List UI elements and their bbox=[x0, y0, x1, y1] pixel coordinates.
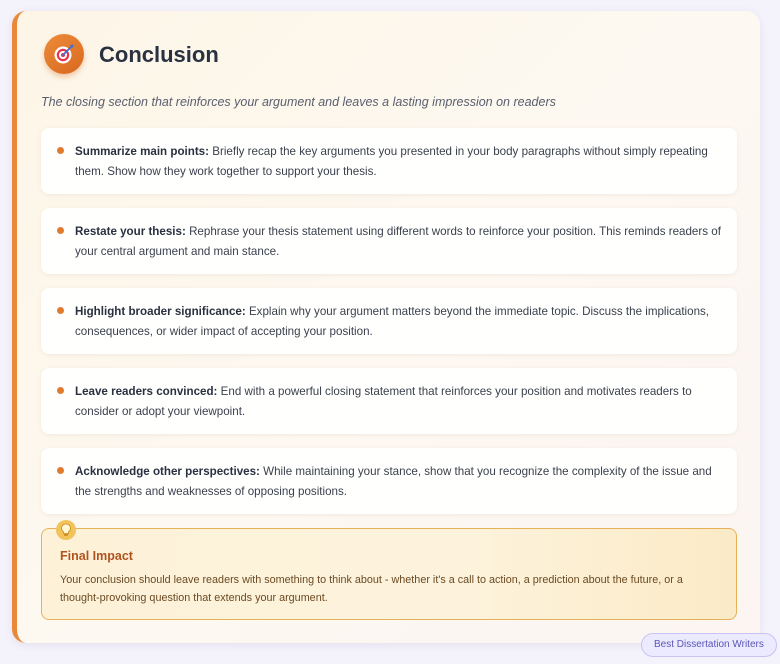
list-item-restate bbox=[41, 208, 737, 274]
bullet-dot bbox=[57, 307, 64, 314]
bullet-dot bbox=[57, 467, 64, 474]
item-heading: Summarize main points: bbox=[75, 145, 209, 158]
item-text bbox=[75, 302, 725, 342]
page-title: Conclusion bbox=[99, 42, 219, 67]
item-text bbox=[75, 462, 725, 502]
list-item-perspectives bbox=[41, 448, 737, 514]
bullet-dot bbox=[57, 387, 64, 394]
list-item-convinced bbox=[41, 368, 737, 434]
item-body: Rephrase your thesis statement using different words to reinforce your position. This reminds readers of your central argument and main stance. bbox=[75, 225, 721, 258]
item-body: While maintaining your stance, show that you recognize the complexity of the issue and the strengths and weaknesses of opposing positions. bbox=[75, 465, 712, 498]
item-text bbox=[75, 142, 725, 182]
bullet-dot bbox=[57, 147, 64, 154]
item-text bbox=[75, 382, 725, 422]
item-body: Briefly recap the key arguments you presented in your body paragraphs without simply repeating them. Show how they work together to support your thesis. bbox=[75, 145, 708, 178]
item-body: End with a powerful closing statement that reinforces your position and motivates readers to consider or adopt your viewpoint. bbox=[75, 385, 692, 418]
item-heading: Acknowledge other perspectives: bbox=[75, 465, 260, 478]
item-text bbox=[75, 222, 725, 262]
conclusion-card bbox=[12, 11, 760, 643]
target-dart-icon bbox=[44, 34, 84, 74]
list-item-significance bbox=[41, 288, 737, 354]
impact-title: Final Impact bbox=[60, 549, 133, 563]
item-heading: Restate your thesis: bbox=[75, 225, 186, 238]
item-body: Explain why your argument matters beyond the immediate topic. Discuss the implications, consequences, or wider impact of accepting your position. bbox=[75, 305, 710, 338]
lightbulb-icon bbox=[56, 520, 76, 540]
watermark-badge[interactable]: Best Dissertation Writers bbox=[641, 633, 777, 657]
page-subtitle: The closing section that reinforces your argument and leaves a lasting impression on readers bbox=[41, 95, 556, 109]
list-item-summarize bbox=[41, 128, 737, 194]
impact-text: Your conclusion should leave readers with something to think about - whether it's a call to action, a prediction about the future, or a thought-provoking question that extends your argument. bbox=[60, 574, 683, 604]
bullet-dot bbox=[57, 227, 64, 234]
final-impact-box bbox=[41, 528, 737, 620]
item-heading: Highlight broader significance: bbox=[75, 305, 246, 318]
item-heading: Leave readers convinced: bbox=[75, 385, 218, 398]
